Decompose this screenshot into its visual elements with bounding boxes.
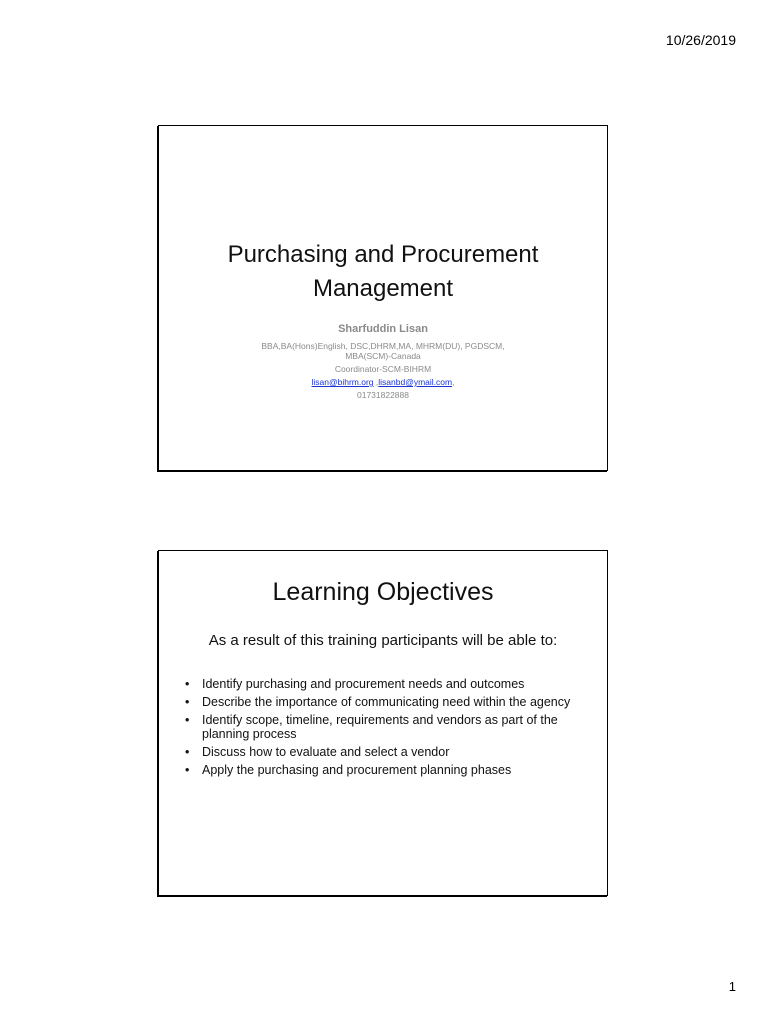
email-link-2[interactable]: lisanbd@ymail.com (378, 377, 453, 387)
title-line-2: Management (312, 275, 454, 302)
print-date: 10/26/2019 (665, 32, 736, 48)
author-name: Sharfuddin Lisan (338, 323, 428, 335)
title-line-1: Purchasing and Procurement (227, 241, 539, 268)
list-item: • Describe the importance of communicating need within the agency (185, 695, 589, 709)
author-role: Coordinator-SCM-BIHRM (334, 364, 432, 374)
list-item: • Identify scope, timeline, requirements and vendors as part of the planning process (185, 713, 589, 741)
slide-subheading: As a result of this training participants will be able to: (208, 632, 558, 649)
slide-learning-objectives (158, 550, 608, 896)
author-credentials: BBA,BA(Hons)English, DSC,DHRM,MA, MHRM(DU), PGDSCM, MBA(SCM)-Canada (261, 341, 505, 361)
list-item: • Apply the purchasing and procurement planning phases (185, 763, 589, 777)
slide-title (158, 125, 608, 471)
author-phone: 01731822888 (356, 390, 409, 400)
list-item: • Discuss how to evaluate and select a vendor (185, 745, 589, 759)
page-number: 1 (728, 979, 736, 994)
email-link-1[interactable]: lisan@bihrm.org (311, 377, 374, 387)
email-separator: , (373, 377, 379, 387)
list-item: • Identify purchasing and procurement needs and outcomes (185, 677, 589, 691)
slide-heading: Learning Objectives (272, 578, 494, 606)
email-trailing-comma: , (452, 377, 455, 387)
author-emails (159, 377, 607, 387)
slide-title-heading (159, 238, 607, 306)
objectives-list (185, 677, 589, 781)
